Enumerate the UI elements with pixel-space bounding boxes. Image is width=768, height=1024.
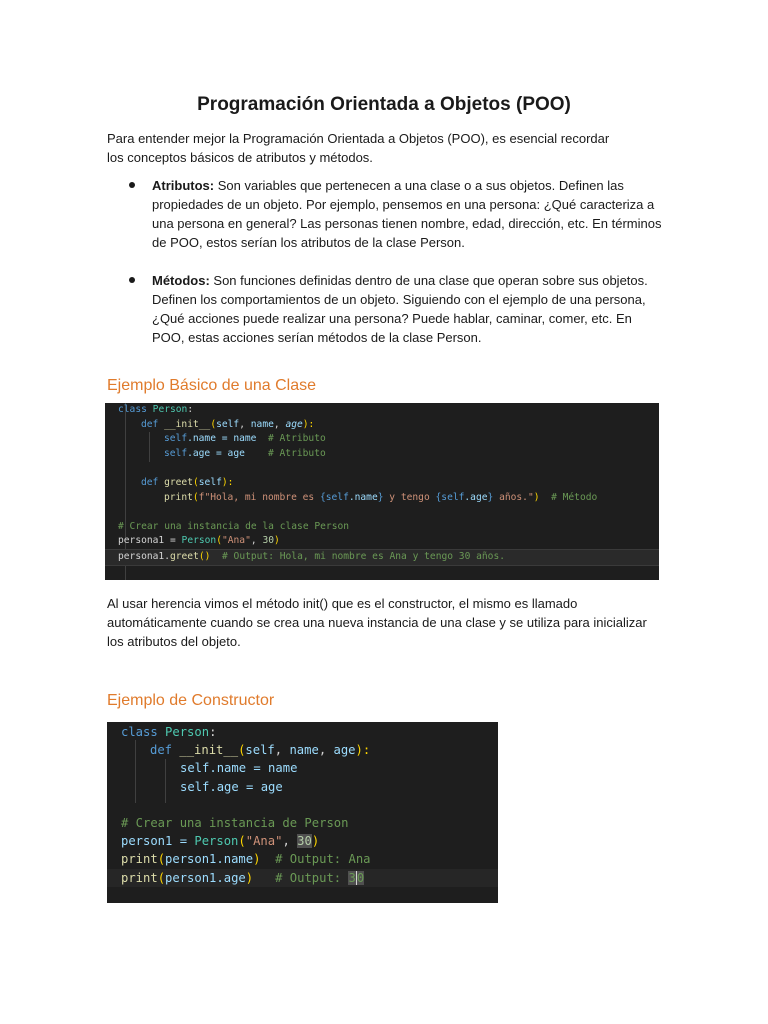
code-line: class Person: [118, 404, 194, 415]
code-line: # Crear una instancia de la clase Person [118, 520, 350, 532]
intro-paragraph: Para entender mejor la Programación Orientada a Objetos (POO), es esencial recordar los conceptos básicos de atributos y métodos. [107, 131, 610, 165]
code-line: print(person1.age) # Output: 30 [107, 869, 498, 887]
code-line: class Person: [121, 725, 217, 739]
code-line: self.name = name # Atributo [164, 433, 326, 445]
code-line: def __init__(self, name, age): [141, 418, 315, 430]
term-atributos: Atributos: [152, 178, 215, 193]
concepts-list [107, 176, 667, 347]
page-title: Programación Orientada a Objetos (POO) [197, 94, 571, 115]
bullet-icon [129, 277, 135, 283]
code-line: def greet(self): [141, 477, 234, 488]
code-block-constructor [107, 722, 498, 903]
code-line: print(person1.name) # Output: Ana [121, 852, 371, 867]
code-line: self.age = age [180, 779, 283, 794]
list-item-metodos [107, 271, 667, 347]
desc-metodos: Son funciones definidas dentro de una clase que operan sobre sus objetos. Definen los comportamientos de un objeto. Siguiendo con el ejemplo de una persona, ¿Qué acciones puede realizar una persona? Puede hablar, caminar, comer, etc. En POO, estas acciones serían métodos de la clase Person. [152, 273, 648, 345]
heading-constructor: Ejemplo de Constructor [107, 692, 275, 709]
code-line: print(f"Hola, mi nombre es {self.name} y tengo {self.age} años.") # Método [164, 491, 598, 503]
list-item-atributos [107, 176, 667, 252]
code-line: self.age = age # Atributo [164, 447, 326, 459]
code-line: self.name = name [180, 761, 298, 776]
bullet-icon [129, 182, 135, 188]
code-line: # Crear una instancia de Person [121, 816, 349, 830]
term-metodos: Métodos: [152, 273, 210, 288]
code-line: person1 = Person("Ana", 30) [121, 834, 320, 849]
code-line: persona1 = Person("Ana", 30) [118, 535, 280, 547]
code-block-basic-class [105, 403, 659, 580]
heading-basic-class: Ejemplo Básico de una Clase [107, 377, 317, 394]
desc-atributos: Son variables que pertenecen a una clase o a sus objetos. Definen las propiedades de un objeto. Por ejemplo, pensemos en una persona: ¿Qué caracteriza a una persona en general? Las personas tienen nombre, edad, dirección, etc. En términos de POO, estos serían los atributos de la clase Person. [152, 178, 662, 250]
code-line: def __init__(self, name, age): [150, 743, 371, 758]
outro-paragraph: Al usar herencia vimos el método init() que es el constructor, el mismo es llamado automáticamente cuando se crea una nueva instancia de una clase y se utiliza para inicializar los atributos del objeto. [107, 596, 647, 649]
code-line: persona1.greet() # Output: Hola, mi nombre es Ana y tengo 30 años. [105, 549, 659, 566]
